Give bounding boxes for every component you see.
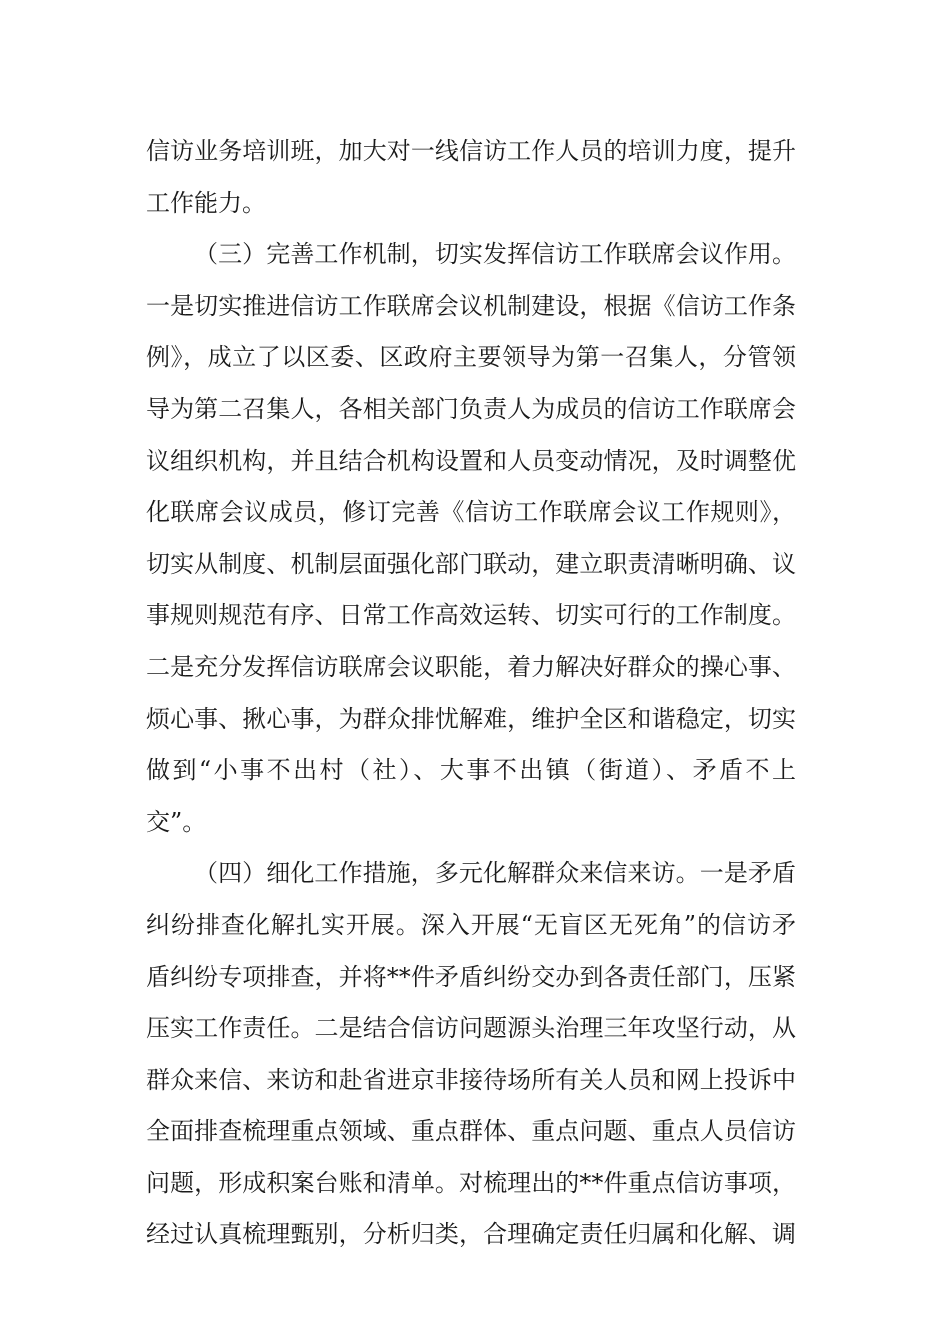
section-heading-line: （四）细化工作措施，多元化解群众来信来访。一是矛盾	[194, 859, 796, 888]
text-line: 一是切实推进信访工作联席会议机制建设，根据《信访工作条	[146, 291, 796, 320]
text-line: 事规则规范有序、日常工作高效运转、切实可行的工作制度。	[146, 601, 796, 630]
text-line: 做到“小事不出村（社）、大事不出镇（街道）、矛盾不上	[146, 756, 796, 785]
text-line: 盾纠纷专项排查，并将**件矛盾纠纷交办到各责任部门，压紧	[146, 962, 796, 991]
text-line: 交”。	[146, 807, 207, 836]
text-line: 导为第二召集人，各相关部门负责人为成员的信访工作联席会	[146, 394, 796, 423]
text-line: 化联席会议成员，修订完善《信访工作联席会议工作规则》，	[146, 498, 796, 527]
text-line: 切实从制度、机制层面强化部门联动，建立职责清晰明确、议	[146, 549, 796, 578]
paragraph-1	[146, 126, 796, 229]
text-line: 群众来信、来访和赴省进京非接待场所有关人员和网上投诉中	[146, 1065, 796, 1094]
text-line: 议组织机构，并且结合机构设置和人员变动情况，及时调整优	[146, 446, 796, 475]
text-line: 烦心事、揪心事，为群众排忧解难，维护全区和谐稳定，切实	[146, 704, 796, 733]
text-line: 工作能力。	[146, 188, 266, 217]
text-line: 全面排查梳理重点领域、重点群体、重点问题、重点人员信访	[146, 1117, 796, 1146]
text-line: 二是充分发挥信访联席会议职能，着力解决好群众的操心事、	[146, 652, 796, 681]
section-heading-line: （三）完善工作机制，切实发挥信访工作联席会议作用。	[194, 240, 796, 269]
text-line: 纠纷排查化解扎实开展。深入开展“无盲区无死角”的信访矛	[146, 910, 796, 939]
document-body	[146, 126, 796, 1261]
text-line: 经过认真梳理甄别，分析归类，合理确定责任归属和化解、调	[146, 1220, 796, 1249]
text-line: 问题，形成积案台账和清单。对梳理出的**件重点信访事项，	[146, 1168, 796, 1197]
text-line: 例》，成立了以区委、区政府主要领导为第一召集人，分管领	[146, 343, 796, 372]
paragraph-2	[146, 229, 796, 848]
paragraph-3	[146, 848, 796, 1261]
text-line: 信访业务培训班，加大对一线信访工作人员的培训力度，提升	[146, 137, 796, 165]
text-line: 压实工作责任。二是结合信访问题源头治理三年攻坚行动，从	[146, 1014, 796, 1043]
